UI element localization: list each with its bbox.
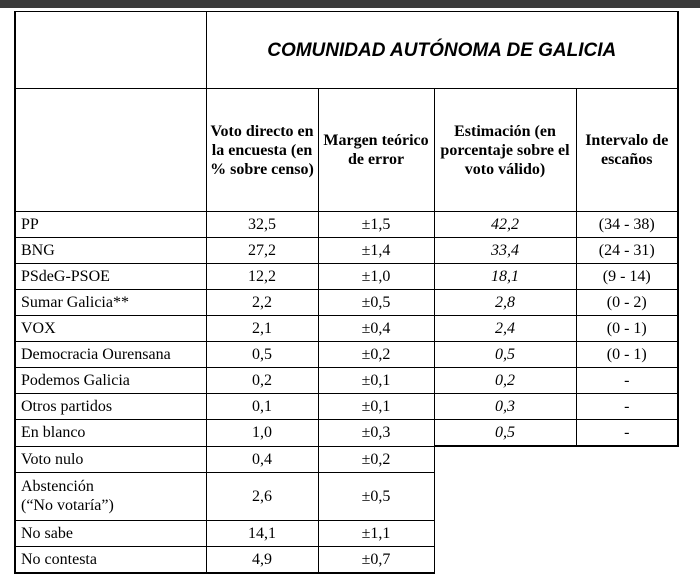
direct-vote-value: 0,5 (206, 342, 318, 368)
window-top-bar (0, 0, 700, 8)
table-row-democracia-ourensana (15, 342, 678, 368)
direct-vote-value: 2,2 (206, 290, 318, 316)
seats-value: (0 - 1) (576, 342, 678, 368)
title-stub-cell (15, 12, 206, 89)
margin-value: ±1,5 (318, 212, 434, 238)
header-stub-cell (15, 89, 206, 212)
margin-value: ±1,4 (318, 238, 434, 264)
direct-vote-value: 14,1 (206, 520, 318, 546)
estimate-value: 0,5 (434, 420, 576, 447)
party-name: VOX (15, 316, 206, 342)
empty-cell (434, 446, 678, 472)
margin-value: ±0,5 (318, 290, 434, 316)
seats-value: (0 - 1) (576, 316, 678, 342)
party-name: Voto nulo (15, 446, 206, 472)
direct-vote-value: 0,2 (206, 368, 318, 394)
table-row-pp (15, 212, 678, 238)
seats-value: (9 - 14) (576, 264, 678, 290)
table-row-en-blanco (15, 420, 678, 447)
party-name: Podemos Galicia (15, 368, 206, 394)
direct-vote-value: 0,1 (206, 394, 318, 420)
party-name-line2: (“No votaría”) (21, 497, 114, 514)
seats-value: - (576, 394, 678, 420)
table-title: COMUNIDAD AUTÓNOMA DE GALICIA (206, 12, 678, 89)
margin-value: ±0,7 (318, 546, 434, 573)
direct-vote-value: 27,2 (206, 238, 318, 264)
seats-value: (34 - 38) (576, 212, 678, 238)
direct-vote-value: 1,0 (206, 420, 318, 447)
table-row-no-contesta (15, 546, 678, 573)
estimate-value: 2,4 (434, 316, 576, 342)
table-row-no-sabe (15, 520, 678, 546)
margin-value: ±0,4 (318, 316, 434, 342)
estimate-value: 0,5 (434, 342, 576, 368)
party-name: Democracia Ourensana (15, 342, 206, 368)
estimate-value: 0,2 (434, 368, 576, 394)
table-row-otros-partidos (15, 394, 678, 420)
poll-results-table (14, 11, 679, 574)
header-margin: Margen teórico de error (318, 89, 434, 212)
margin-value: ±0,3 (318, 420, 434, 447)
margin-value: ±0,2 (318, 446, 434, 472)
party-name: No contesta (15, 546, 206, 573)
margin-value: ±0,2 (318, 342, 434, 368)
party-name: PSdeG-PSOE (15, 264, 206, 290)
party-name-line1: Abstención (21, 478, 94, 495)
margin-value: ±0,1 (318, 394, 434, 420)
direct-vote-value: 0,4 (206, 446, 318, 472)
empty-cell (434, 546, 678, 573)
party-name: En blanco (15, 420, 206, 447)
table-row-sumar-galicia (15, 290, 678, 316)
title-row (15, 12, 678, 89)
table-row-voto-nulo (15, 446, 678, 472)
seats-value: (24 - 31) (576, 238, 678, 264)
seats-value: - (576, 368, 678, 394)
table-row-psdeg-psoe (15, 264, 678, 290)
margin-value: ±1,0 (318, 264, 434, 290)
header-direct-vote: Voto directo en la encuesta (en % sobre censo) (206, 89, 318, 212)
direct-vote-value: 4,9 (206, 546, 318, 573)
margin-value: ±0,1 (318, 368, 434, 394)
direct-vote-value: 2,6 (206, 472, 318, 520)
empty-cell (434, 472, 678, 520)
party-name: BNG (15, 238, 206, 264)
party-name: PP (15, 212, 206, 238)
direct-vote-value: 12,2 (206, 264, 318, 290)
estimate-value: 33,4 (434, 238, 576, 264)
estimate-value: 18,1 (434, 264, 576, 290)
table-row-abstencion (15, 472, 678, 520)
empty-cell (434, 520, 678, 546)
estimate-value: 2,8 (434, 290, 576, 316)
direct-vote-value: 32,5 (206, 212, 318, 238)
party-name (15, 472, 206, 520)
party-name: No sabe (15, 520, 206, 546)
header-seats: Intervalo de escaños (576, 89, 678, 212)
estimate-value: 0,3 (434, 394, 576, 420)
header-estimate: Estimación (en porcentaje sobre el voto válido) (434, 89, 576, 212)
table-row-bng (15, 238, 678, 264)
seats-value: - (576, 420, 678, 447)
seats-value: (0 - 2) (576, 290, 678, 316)
margin-value: ±0,5 (318, 472, 434, 520)
margin-value: ±1,1 (318, 520, 434, 546)
estimate-value: 42,2 (434, 212, 576, 238)
party-name: Otros partidos (15, 394, 206, 420)
party-name: Sumar Galicia** (15, 290, 206, 316)
header-row (15, 89, 678, 212)
direct-vote-value: 2,1 (206, 316, 318, 342)
table-row-podemos-galicia (15, 368, 678, 394)
table-row-vox (15, 316, 678, 342)
